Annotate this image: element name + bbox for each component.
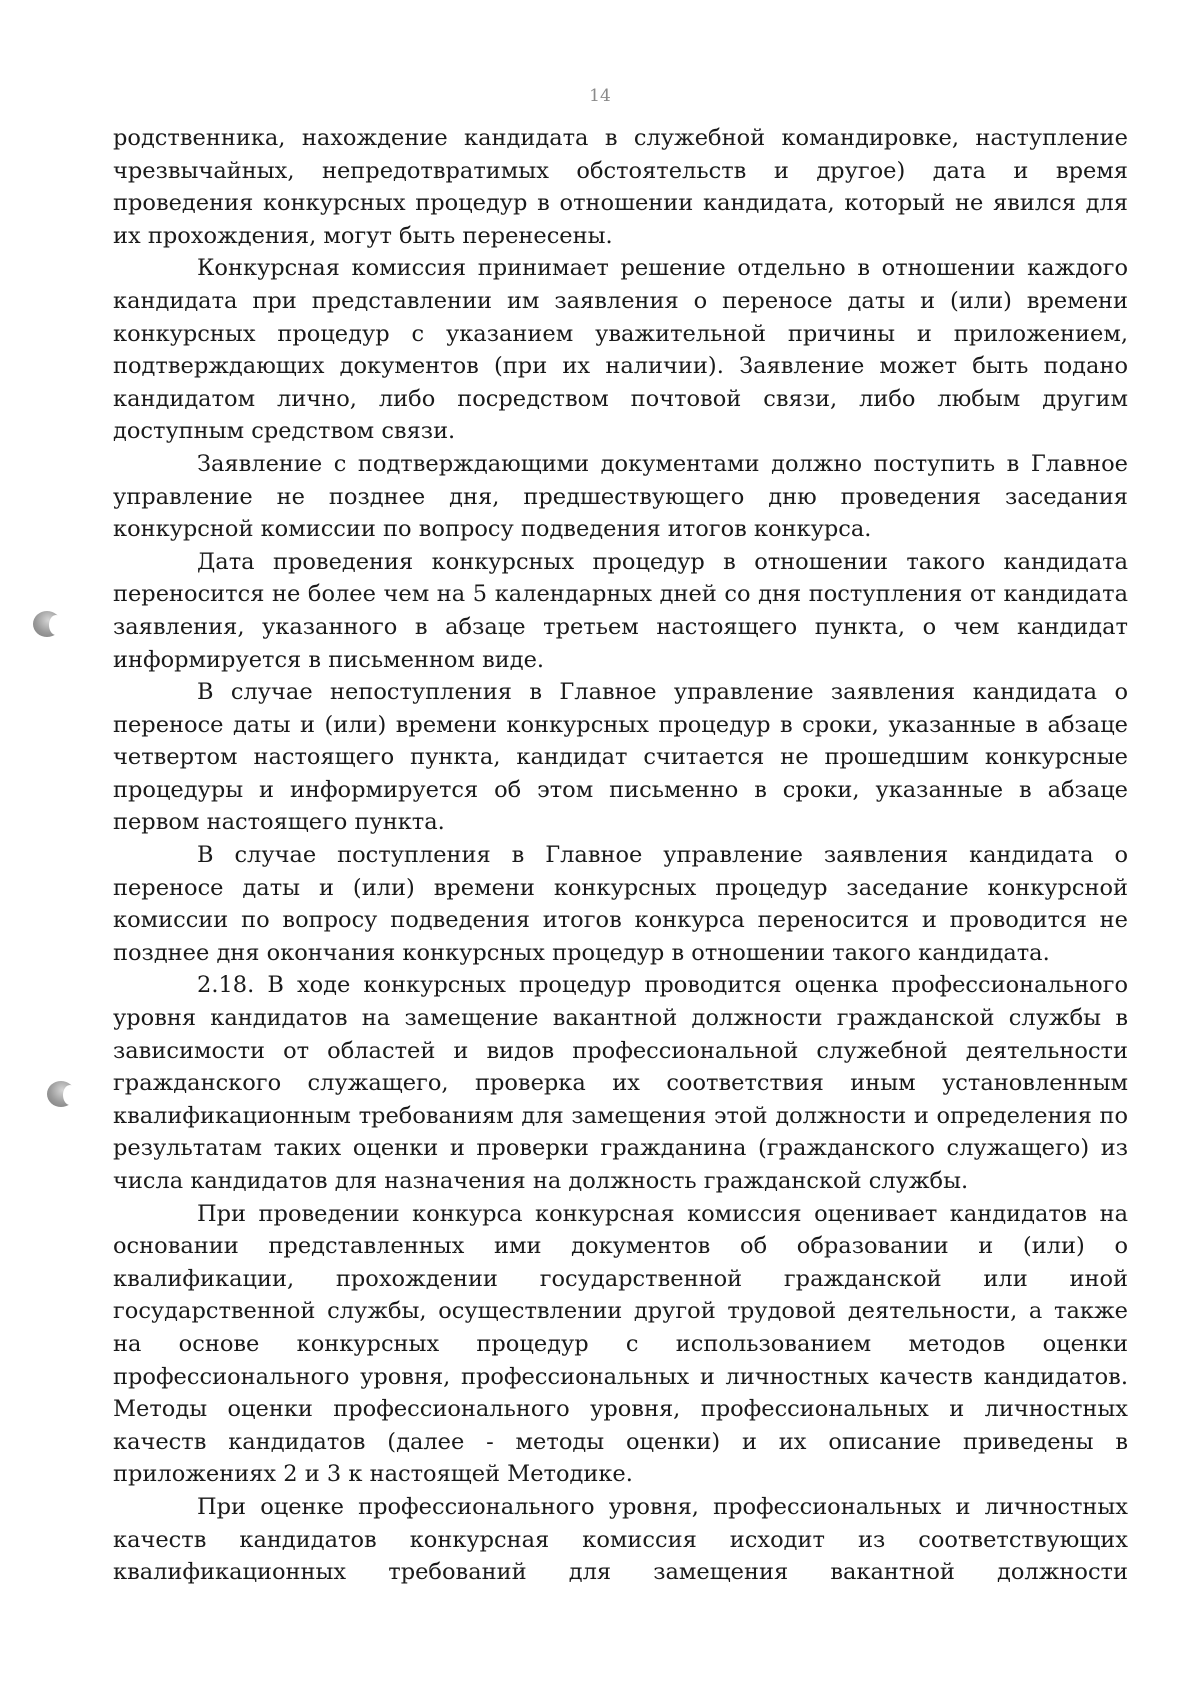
paragraph: При проведении конкурса конкурсная комиссия оценивает кандидатов на основании представленных ими документов об образовании и (или) о квалификации, прохождении государственной гражданской или иной государственной службы, осуществлении другой трудовой деятельности, а также на основе конкурсных процедур с использованием методов оценки профессионального уровня, профессиональных и личностных качеств кандидатов. Методы оценки профессионального уровня, профессиональных и личностных качеств кандидатов (далее - методы оценки) и их описание приведены в приложениях 2 и 3 к настоящей Методике. [113, 1200, 1128, 1488]
punch-hole-mark [47, 1081, 75, 1107]
paragraph: В случае поступления в Главное управление заявления кандидата о переносе даты и (или) времени конкурсных процедур заседание конкурсной комиссии по вопросу подведения итогов конкурса переносится и проводится не позднее дня окончания конкурсных процедур в отношении такого кандидата. [113, 842, 1128, 966]
paragraph-continues-next-page: При оценке профессионального уровня, профессиональных и личностных качеств кандидатов конкурсная комиссия исходит из соответствующих квалификационных требований для замещения вакантной должности [113, 1493, 1128, 1586]
paragraph: Заявление с подтверждающими документами должно поступить в Главное управление не позднее дня, предшествующего дню проведения заседания конкурсной комиссии по вопросу подведения итогов конкурса. [113, 450, 1128, 543]
paragraph: Дата проведения конкурсных процедур в отношении такого кандидата переносится не более чем на 5 календарных дней со дня поступления от кандидата заявления, указанного в абзаце третьем настоящего пункта, о чем кандидат информируется в письменном виде. [113, 548, 1128, 673]
page-number: 14 [589, 86, 611, 106]
paragraph-clause-2-18: 2.18. В ходе конкурсных процедур проводится оценка профессионального уровня кандидатов на замещение вакантной должности гражданской службы в зависимости от областей и видов профессиональной служебной деятельности гражданского служащего, проверка их соответствия иным установленным квалификационным требованиям для замещения этой должности и определения по результатам таких оценки и проверки гражданина (гражданского служащего) из числа кандидатов для назначения на должность гражданской службы. [113, 972, 1128, 1194]
punch-hole-mark [33, 611, 61, 637]
paragraph-continuation: родственника, нахождение кандидата в служебной командировке, наступление чрезвычайных, непредотвратимых обстоятельств и другое) дата и время проведения конкурсных процедур в отношении кандидата, который не явился для их прохождения, могут быть перенесены. [113, 125, 1128, 249]
paragraph: В случае непоступления в Главное управление заявления кандидата о переносе даты и (или) времени конкурсных процедур в сроки, указанные в абзаце четвертом настоящего пункта, кандидат считается не прошедшим конкурсные процедуры и информируется об этом письменно в сроки, указанные в абзаце первом настоящего пункта. [113, 679, 1128, 836]
paragraph: Конкурсная комиссия принимает решение отдельно в отношении каждого кандидата при представлении им заявления о переносе даты и (или) времени конкурсных процедур с указанием уважительной причины и приложением, подтверждающих документов (при их наличии). Заявление может быть подано кандидатом лично, либо посредством почтовой связи, либо любым другим доступным средством связи. [113, 255, 1128, 445]
document-body [113, 122, 1128, 1589]
